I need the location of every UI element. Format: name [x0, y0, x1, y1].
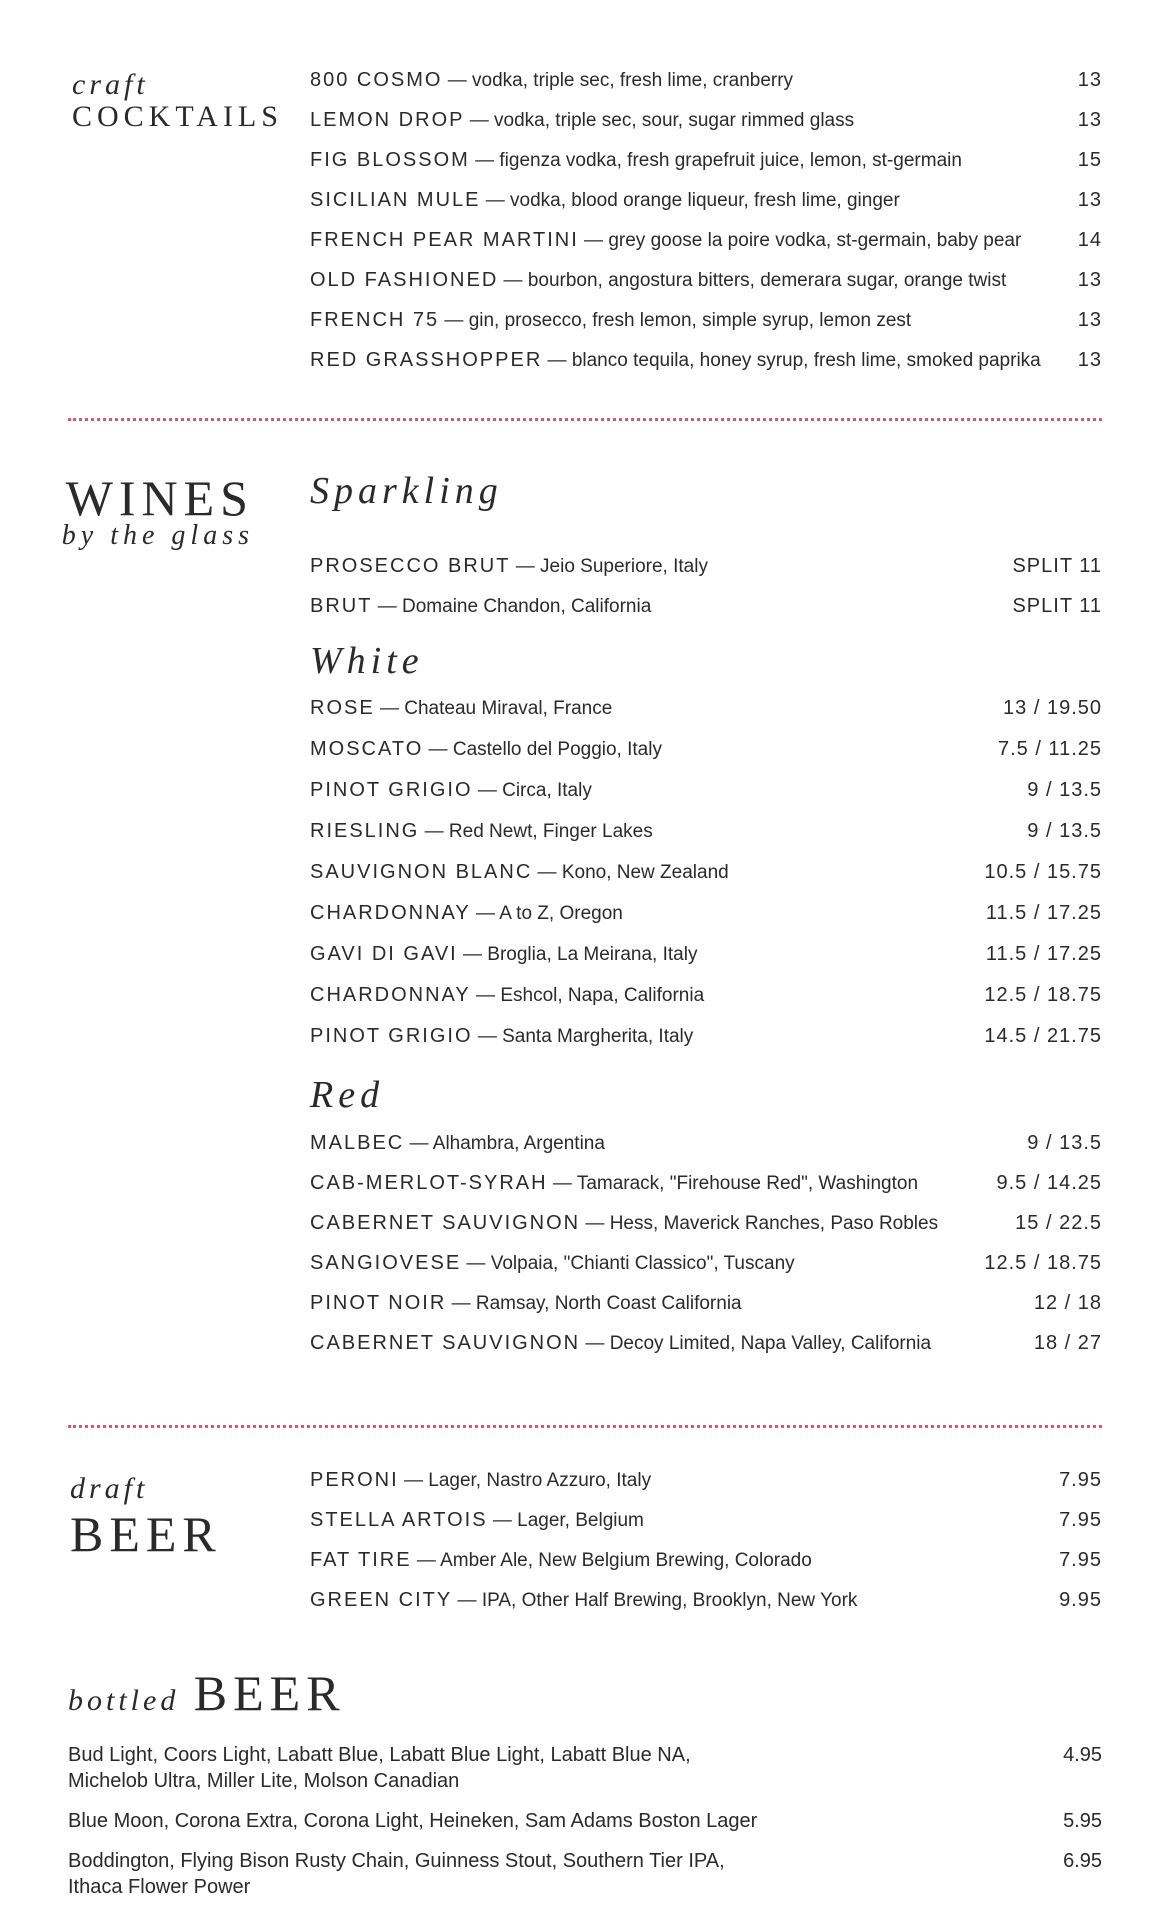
item-description: grey goose la poire vodka, st-germain, baby pear: [608, 230, 1022, 251]
item-name: OLD FASHIONED: [310, 269, 499, 291]
item-description: Kono, New Zealand: [561, 862, 729, 883]
item-name: PROSECCO BRUT: [310, 555, 511, 577]
item-price: 14: [1077, 229, 1102, 251]
item-separator: —: [442, 70, 473, 91]
item-price: 9.5 / 14.25: [996, 1172, 1102, 1194]
cocktails-title-small: craft: [72, 68, 149, 101]
item-price: SPLIT 11: [1012, 555, 1102, 577]
item-separator: —: [461, 1253, 491, 1274]
item-description: Castello del Poggio, Italy: [452, 739, 662, 760]
menu-item: [310, 1323, 1102, 1363]
item-name: CAB-MERLOT-SYRAH: [310, 1172, 548, 1194]
item-name: CHARDONNAY: [310, 902, 471, 924]
item-price: 11.5 / 17.25: [985, 902, 1102, 924]
item-name: MOSCATO: [310, 738, 424, 760]
item-description: vodka, blood orange liqueur, fresh lime, ginger: [510, 190, 900, 211]
menu-item: [310, 140, 1102, 180]
item-description: figenza vodka, fresh grapefruit juice, lemon, st-germain: [499, 150, 962, 171]
menu-item: [310, 975, 1102, 1016]
item-name: PINOT GRIGIO: [310, 779, 473, 801]
item-description: Chateau Miraval, France: [404, 698, 613, 719]
item-name: GAVI DI GAVI: [310, 943, 458, 965]
item-separator: —: [398, 1470, 429, 1491]
item-name: FRENCH 75: [310, 309, 440, 331]
red-heading: Red: [310, 1074, 385, 1116]
item-price: 18 / 27: [1033, 1332, 1102, 1354]
menu-item: [310, 260, 1102, 300]
item-separator: —: [452, 1590, 482, 1611]
section-divider: [68, 418, 1102, 421]
draft-title-small: draft: [70, 1472, 149, 1505]
item-description: Red Newt, Finger Lakes: [448, 821, 653, 842]
item-name: SICILIAN MULE: [310, 189, 481, 211]
item-name: PINOT GRIGIO: [310, 1025, 473, 1047]
menu-item: [310, 934, 1102, 975]
item-name: FRENCH PEAR MARTINI: [310, 229, 579, 251]
item-price: 9.95: [1059, 1589, 1102, 1611]
draft-title: [0, 1472, 260, 1562]
menu-item: [310, 220, 1102, 260]
menu-item: [310, 1163, 1102, 1203]
item-separator: —: [404, 1133, 433, 1154]
wines-title: [0, 470, 260, 552]
menu-item: [310, 770, 1102, 811]
sparkling-heading: Sparkling: [310, 470, 503, 512]
item-description: Tamarack, "Firehouse Red", Washington: [576, 1173, 919, 1194]
item-separator: —: [472, 1026, 503, 1047]
item-name: FIG BLOSSOM: [310, 149, 470, 171]
item-description: Lager, Belgium: [517, 1510, 644, 1531]
item-name: RIESLING: [310, 820, 420, 842]
bottled-item: [68, 1808, 1102, 1834]
menu-item: [310, 1580, 1102, 1620]
menu-item: [310, 100, 1102, 140]
cocktails-list: [310, 60, 1102, 380]
item-price: SPLIT 11: [1012, 595, 1102, 617]
item-price: 12.5 / 18.75: [984, 1252, 1102, 1274]
bottled-price: 6.95: [1063, 1850, 1102, 1872]
item-name: SAUVIGNON BLANC: [310, 861, 533, 883]
item-separator: —: [542, 350, 572, 371]
item-price: 14.5 / 21.75: [984, 1025, 1102, 1047]
menu-item: [310, 586, 1102, 626]
item-separator: —: [470, 985, 501, 1006]
bottled-item: [68, 1848, 1102, 1900]
menu-item: [310, 546, 1102, 586]
bottled-title: [68, 1660, 1102, 1726]
item-description: Broglia, La Meirana, Italy: [487, 944, 698, 965]
item-description: vodka, triple sec, fresh lime, cranberry: [472, 70, 794, 91]
item-separator: —: [510, 556, 541, 577]
item-price: 13: [1077, 109, 1102, 131]
item-name: CABERNET SAUVIGNON: [310, 1332, 581, 1354]
item-description: blanco tequila, honey syrup, fresh lime, smoked paprika: [571, 350, 1041, 371]
bottled-section: [68, 1660, 1102, 1914]
wines-list: [310, 466, 1102, 1363]
item-description: Hess, Maverick Ranches, Paso Robles: [609, 1213, 939, 1234]
item-description: Domaine Chandon, California: [402, 596, 652, 617]
item-name: FAT TIRE: [310, 1549, 412, 1571]
menu-item: [310, 1283, 1102, 1323]
item-description: IPA, Other Half Brewing, Brooklyn, New York: [481, 1590, 858, 1611]
menu-item: [310, 340, 1102, 380]
item-price: 13: [1077, 189, 1102, 211]
item-separator: —: [439, 310, 469, 331]
menu-item: [310, 1123, 1102, 1163]
item-description: Eshcol, Napa, California: [500, 985, 705, 1006]
bottled-title-big: BEER: [193, 1665, 346, 1721]
item-price: 9 / 13.5: [1027, 1132, 1102, 1154]
bottled-price: 4.95: [1063, 1744, 1102, 1766]
item-description: Decoy Limited, Napa Valley, California: [609, 1333, 932, 1354]
item-separator: —: [419, 821, 449, 842]
cocktails-title: [0, 68, 283, 134]
item-separator: —: [578, 230, 609, 251]
item-price: 7.95: [1059, 1549, 1102, 1571]
item-name: ROSE: [310, 697, 375, 719]
menu-item: [310, 688, 1102, 729]
menu-item: [310, 1540, 1102, 1580]
bottled-list: Bud Light, Coors Light, Labatt Blue, Labatt Blue Light, Labatt Blue NA, Michelob Ultra, Miller Lite, Molson Canadian: [68, 1744, 691, 1792]
item-price: 12.5 / 18.75: [984, 984, 1102, 1006]
item-description: vodka, triple sec, sour, sugar rimmed glass: [494, 110, 855, 131]
item-name: 800 COSMO: [310, 69, 443, 91]
item-separator: —: [547, 1173, 577, 1194]
white-heading: White: [310, 640, 424, 682]
item-price: 13: [1077, 349, 1102, 371]
menu-item: [310, 60, 1102, 100]
section-divider: [68, 1425, 1102, 1428]
item-description: Circa, Italy: [502, 780, 592, 801]
item-separator: —: [464, 110, 495, 131]
menu-item: [310, 811, 1102, 852]
item-separator: —: [487, 1510, 518, 1531]
menu-item: [310, 1243, 1102, 1283]
item-description: Jeio Superiore, Italy: [540, 556, 708, 577]
item-price: 15 / 22.5: [1015, 1212, 1102, 1234]
item-price: 10.5 / 15.75: [984, 861, 1102, 883]
menu-item: [310, 180, 1102, 220]
item-name: CHARDONNAY: [310, 984, 471, 1006]
menu-item: [310, 1016, 1102, 1057]
item-name: PINOT NOIR: [310, 1292, 447, 1314]
bottled-list: Blue Moon, Corona Extra, Corona Light, Heineken, Sam Adams Boston Lager: [68, 1810, 758, 1832]
item-price: 13: [1077, 269, 1102, 291]
item-separator: —: [411, 1550, 441, 1571]
item-separator: —: [580, 1213, 610, 1234]
wines-title-small: by the glass: [61, 520, 254, 551]
item-description: Lager, Nastro Azzuro, Italy: [428, 1470, 652, 1491]
item-separator: —: [423, 739, 453, 760]
item-name: BRUT: [310, 595, 373, 617]
menu-item: [310, 300, 1102, 340]
item-price: 11.5 / 17.25: [985, 943, 1102, 965]
item-price: 13: [1077, 309, 1102, 331]
bottled-list: Boddington, Flying Bison Rusty Chain, Guinness Stout, Southern Tier IPA, Ithaca Flower Power: [68, 1850, 725, 1898]
item-separator: —: [480, 190, 511, 211]
draft-title-big: BEER: [70, 1506, 222, 1562]
menu-item: [310, 852, 1102, 893]
menu-item: [310, 893, 1102, 934]
menu-item: [310, 1460, 1102, 1500]
menu-item: [310, 1500, 1102, 1540]
item-description: A to Z, Oregon: [499, 903, 623, 924]
item-separator: —: [580, 1333, 610, 1354]
item-price: 7.5 / 11.25: [997, 738, 1102, 760]
bottled-item: [68, 1742, 1102, 1794]
item-separator: —: [457, 944, 488, 965]
item-price: 12 / 18: [1033, 1292, 1102, 1314]
item-price: 9 / 13.5: [1027, 820, 1102, 842]
item-price: 7.95: [1059, 1469, 1102, 1491]
item-description: Volpaia, "Chianti Classico", Tuscany: [490, 1253, 795, 1274]
item-name: MALBEC: [310, 1132, 405, 1154]
item-name: RED GRASSHOPPER: [310, 349, 543, 371]
item-description: Santa Margherita, Italy: [502, 1026, 694, 1047]
bottled-price: 5.95: [1063, 1810, 1102, 1832]
item-separator: —: [469, 150, 500, 171]
wines-title-big: WINES: [65, 470, 254, 526]
item-separator: —: [446, 1293, 476, 1314]
bottled-title-small: bottled: [68, 1684, 180, 1717]
item-name: SANGIOVESE: [310, 1252, 462, 1274]
item-separator: —: [472, 780, 503, 801]
item-name: PERONI: [310, 1469, 399, 1491]
menu-item: [310, 1203, 1102, 1243]
item-name: GREEN CITY: [310, 1589, 453, 1611]
item-price: 9 / 13.5: [1027, 779, 1102, 801]
menu-item: [310, 729, 1102, 770]
item-description: Ramsay, North Coast California: [475, 1293, 742, 1314]
item-separator: —: [372, 596, 403, 617]
item-name: STELLA ARTOIS: [310, 1509, 488, 1531]
item-separator: —: [374, 698, 405, 719]
item-separator: —: [532, 862, 562, 883]
draft-list: [310, 1460, 1102, 1620]
item-price: 7.95: [1059, 1509, 1102, 1531]
item-description: gin, prosecco, fresh lemon, simple syrup, lemon zest: [468, 310, 912, 331]
item-price: 13 / 19.50: [1003, 697, 1102, 719]
item-name: CABERNET SAUVIGNON: [310, 1212, 581, 1234]
item-name: LEMON DROP: [310, 109, 465, 131]
item-description: bourbon, angostura bitters, demerara sugar, orange twist: [527, 270, 1007, 291]
item-separator: —: [470, 903, 500, 924]
item-price: 13: [1077, 69, 1102, 91]
item-description: Amber Ale, New Belgium Brewing, Colorado: [440, 1550, 812, 1571]
item-price: 15: [1077, 149, 1102, 171]
item-description: Alhambra, Argentina: [432, 1133, 605, 1154]
cocktails-title-big: COCKTAILS: [72, 100, 283, 133]
item-separator: —: [498, 270, 528, 291]
